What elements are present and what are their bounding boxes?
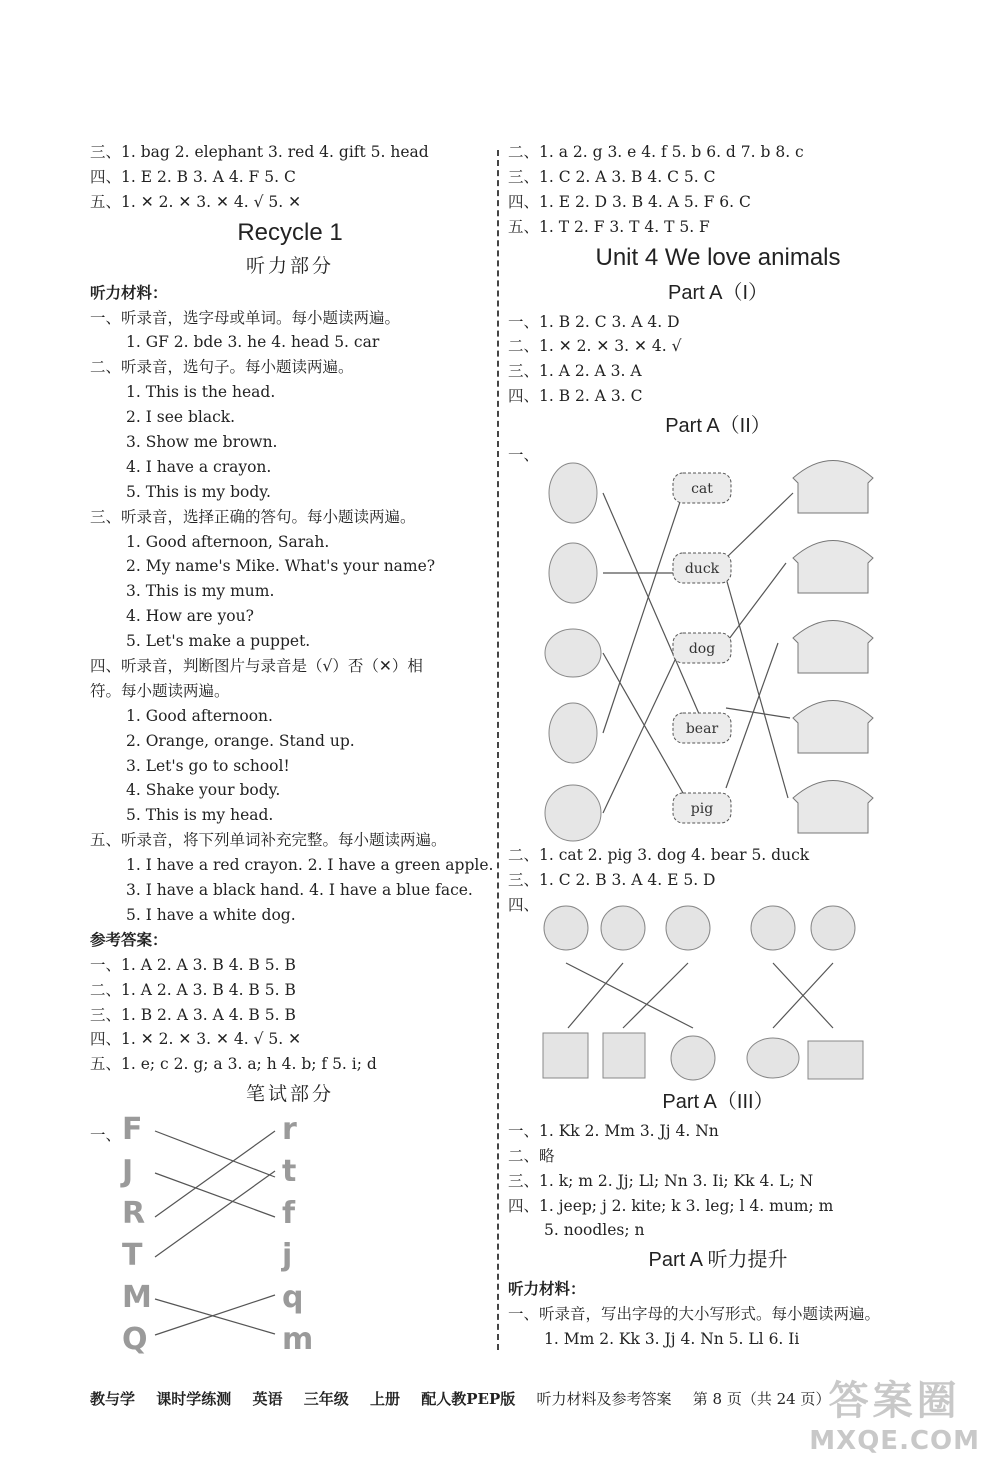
footer-volume: 上册	[370, 1390, 401, 1408]
answer-line: 五、1. ✕ 2. ✕ 3. ✕ 4. √ 5. ✕	[90, 192, 302, 211]
letter-matching-exercise	[90, 1109, 490, 1358]
answer-line: 三、1. k; m 2. Jj; Ll; Nn 3. Ii; Kk 4. L; N	[508, 1171, 814, 1190]
word-card-label: dog	[688, 641, 716, 658]
question-items: 1. Mm 2. Kk 3. Jj 4. Nn 5. Ll 6. Ii	[544, 1330, 800, 1349]
letter-card: t	[282, 1154, 297, 1190]
answer-line: 四、1. B 2. A 3. C	[508, 387, 643, 406]
letter-card: J	[122, 1154, 134, 1190]
answer-line: 一、1. Kk 2. Mm 3. Jj 4. Nn	[508, 1121, 719, 1140]
footer-subject: 英语	[252, 1390, 283, 1408]
answer-line: 二、1. A 2. A 3. B 4. B 5. B	[90, 980, 296, 999]
answer-line: 四、1. jeep; j 2. kite; k 3. leg; l 4. mum; m	[508, 1196, 834, 1215]
footer-edition: 配人教PEP版	[421, 1390, 516, 1408]
footer-description: 听力材料及参考答案	[536, 1390, 672, 1408]
pig-toy-icon	[747, 1038, 799, 1078]
answer-line: 三、1. B 2. A 3. A 4. B 5. B	[90, 1005, 296, 1024]
pig-icon	[545, 629, 601, 677]
list-item: 3. Show me brown.	[126, 433, 278, 452]
letter-card: R	[122, 1196, 146, 1232]
list-item: 5. I have a white dog.	[126, 905, 296, 924]
recycle-title: Recycle 1	[237, 218, 343, 246]
man-icon	[811, 906, 855, 950]
question-title-cont: 符。每小题读两遍。	[90, 681, 230, 700]
part-title: Part A（III）	[662, 1090, 774, 1113]
letter-card: r	[282, 1112, 297, 1148]
list-item: 1. I have a red crayon. 2. I have a green apple.	[126, 856, 494, 875]
house-icon	[793, 461, 873, 514]
word-card-label: duck	[684, 561, 720, 578]
letter-card: F	[122, 1112, 143, 1148]
watermark-url: MXQE.COM	[809, 1426, 980, 1456]
answer-line: 二、1. cat 2. pig 3. dog 4. bear 5. duck	[508, 846, 810, 865]
answer-line: 三、1. bag 2. elephant 3. red 4. gift 5. head	[90, 143, 429, 161]
cat-icon	[549, 703, 597, 763]
question-title: 四、听录音，判断图片与录音是（√）否（✕）相	[90, 657, 423, 676]
list-item: 3. This is my mum.	[126, 582, 275, 601]
list-item: 5. This is my body.	[126, 482, 271, 501]
question-title: 三、听录音，选择正确的答句。每小题读两遍。	[90, 507, 416, 526]
footer-series: 课时学练测	[156, 1390, 232, 1408]
letter-card: Q	[122, 1322, 148, 1358]
page-footer	[90, 1388, 930, 1409]
answer-line: 5. noodles; n	[544, 1221, 645, 1240]
column-divider	[497, 150, 499, 1350]
answer-line: 四、1. ✕ 2. ✕ 3. ✕ 4. √ 5. ✕	[90, 1030, 302, 1049]
list-item: 2. Orange, orange. Stand up.	[126, 731, 355, 750]
animal-matching-exercise	[508, 443, 928, 843]
dog-icon	[549, 463, 597, 523]
question-title: 五、听录音，将下列单词补充完整。每小题读两遍。	[90, 831, 447, 850]
list-item: 5. This is my head.	[126, 806, 274, 825]
list-item: 1. This is the head.	[126, 383, 276, 402]
word-card-label: pig	[690, 801, 714, 818]
footer-grade: 三年级	[303, 1390, 349, 1408]
left-column	[90, 140, 494, 1358]
notebook-icon	[603, 1033, 645, 1078]
unit-title: Unit 4 We love animals	[595, 243, 841, 271]
duck-icon	[549, 543, 597, 603]
girl-icon	[666, 906, 710, 950]
list-item: 4. How are you?	[126, 607, 254, 626]
letter-card: T	[122, 1238, 143, 1274]
answer-line: 四、1. E 2. D 3. B 4. A 5. F 6. C	[508, 192, 751, 211]
list-item: 4. I have a crayon.	[126, 457, 272, 476]
house-icon	[793, 541, 873, 594]
answer-line: 二、1. ✕ 2. ✕ 3. ✕ 4. √	[508, 337, 682, 356]
dog-toy-icon	[808, 1041, 863, 1079]
question-number: 四、	[508, 895, 540, 914]
letter-card: j	[282, 1238, 293, 1274]
part-title: Part A（I）	[667, 281, 769, 304]
watermark-text: 答案圈	[828, 1378, 961, 1424]
list-item: 1. Good afternoon, Sarah.	[126, 532, 330, 551]
house-icon	[793, 701, 873, 754]
footer-brand: 教与学	[90, 1390, 136, 1408]
boy-icon	[751, 906, 795, 950]
question-number: 一、	[90, 1126, 122, 1145]
house-icon	[793, 621, 873, 674]
question-title: 二、听录音，选句子。每小题读两遍。	[90, 358, 354, 377]
question-title: 一、听录音，写出字母的大小写形式。每小题读两遍。	[508, 1305, 881, 1324]
answer-line: 三、1. A 2. A 3. A	[508, 362, 642, 381]
girl-icon	[601, 906, 645, 950]
list-item: 4. Shake your body.	[126, 781, 281, 800]
answer-line: 四、1. E 2. B 3. A 4. F 5. C	[90, 167, 296, 186]
people-matching-figure	[508, 893, 928, 1085]
list-item: 2. I see black.	[126, 408, 236, 427]
question-items: 1. GF 2. bde 3. he 4. head 5. car	[126, 333, 380, 352]
bear-icon	[545, 785, 601, 841]
listening-material-label: 听力材料：	[90, 282, 168, 302]
people-matching-exercise	[508, 893, 928, 1085]
answer-line: 一、1. B 2. C 3. A 4. D	[508, 312, 680, 331]
answer-line: 三、1. C 2. A 3. B 4. C 5. C	[508, 167, 716, 186]
list-item: 3. Let's go to school!	[126, 756, 290, 775]
boy-icon	[544, 906, 588, 950]
answer-line: 五、1. e; c 2. g; a 3. a; h 4. b; f 5. i; d	[90, 1055, 377, 1074]
list-item: 5. Let's make a puppet.	[126, 632, 311, 651]
letter-card: M	[122, 1280, 152, 1316]
part-title: Part A（II）	[665, 415, 771, 438]
letter-card: m	[282, 1322, 314, 1358]
house-icon	[793, 781, 873, 834]
answer-line: 三、1. C 2. B 3. A 4. E 5. D	[508, 871, 716, 890]
listening-section-title: 听力部分	[245, 254, 334, 277]
word-card-label: bear	[685, 721, 719, 738]
watermark	[809, 1369, 980, 1456]
word-card-label: cat	[691, 481, 713, 498]
answer-line: 二、1. a 2. g 3. e 4. f 5. b 6. d 7. b 8. c	[508, 143, 804, 161]
hand-puppet-icon	[543, 1033, 588, 1078]
bear-toy-icon	[671, 1036, 715, 1080]
answer-line: 五、1. T 2. F 3. T 4. T 5. F	[508, 217, 710, 236]
part-title: Part A 听力提升	[648, 1249, 788, 1272]
list-item: 3. I have a black hand. 4. I have a blue face.	[126, 881, 473, 900]
letter-card: q	[282, 1280, 304, 1316]
animal-matching-figure	[508, 443, 928, 843]
written-section-title: 笔试部分	[245, 1083, 334, 1106]
question-number: 一、	[508, 446, 540, 465]
list-item: 1. Good afternoon.	[126, 706, 273, 725]
right-column	[508, 140, 928, 1352]
reference-answers-label: 参考答案：	[90, 929, 168, 949]
question-title: 一、听录音，选字母或单词。每小题读两遍。	[90, 308, 401, 327]
answer-line: 二、略	[508, 1146, 555, 1165]
page-number: 第 8 页（共 24 页）	[692, 1390, 831, 1408]
answer-line: 一、1. A 2. A 3. B 4. B 5. B	[90, 955, 296, 974]
list-item: 2. My name's Mike. What's your name?	[126, 557, 436, 576]
letter-card: f	[282, 1196, 296, 1232]
listening-material-label: 听力材料：	[508, 1279, 586, 1299]
